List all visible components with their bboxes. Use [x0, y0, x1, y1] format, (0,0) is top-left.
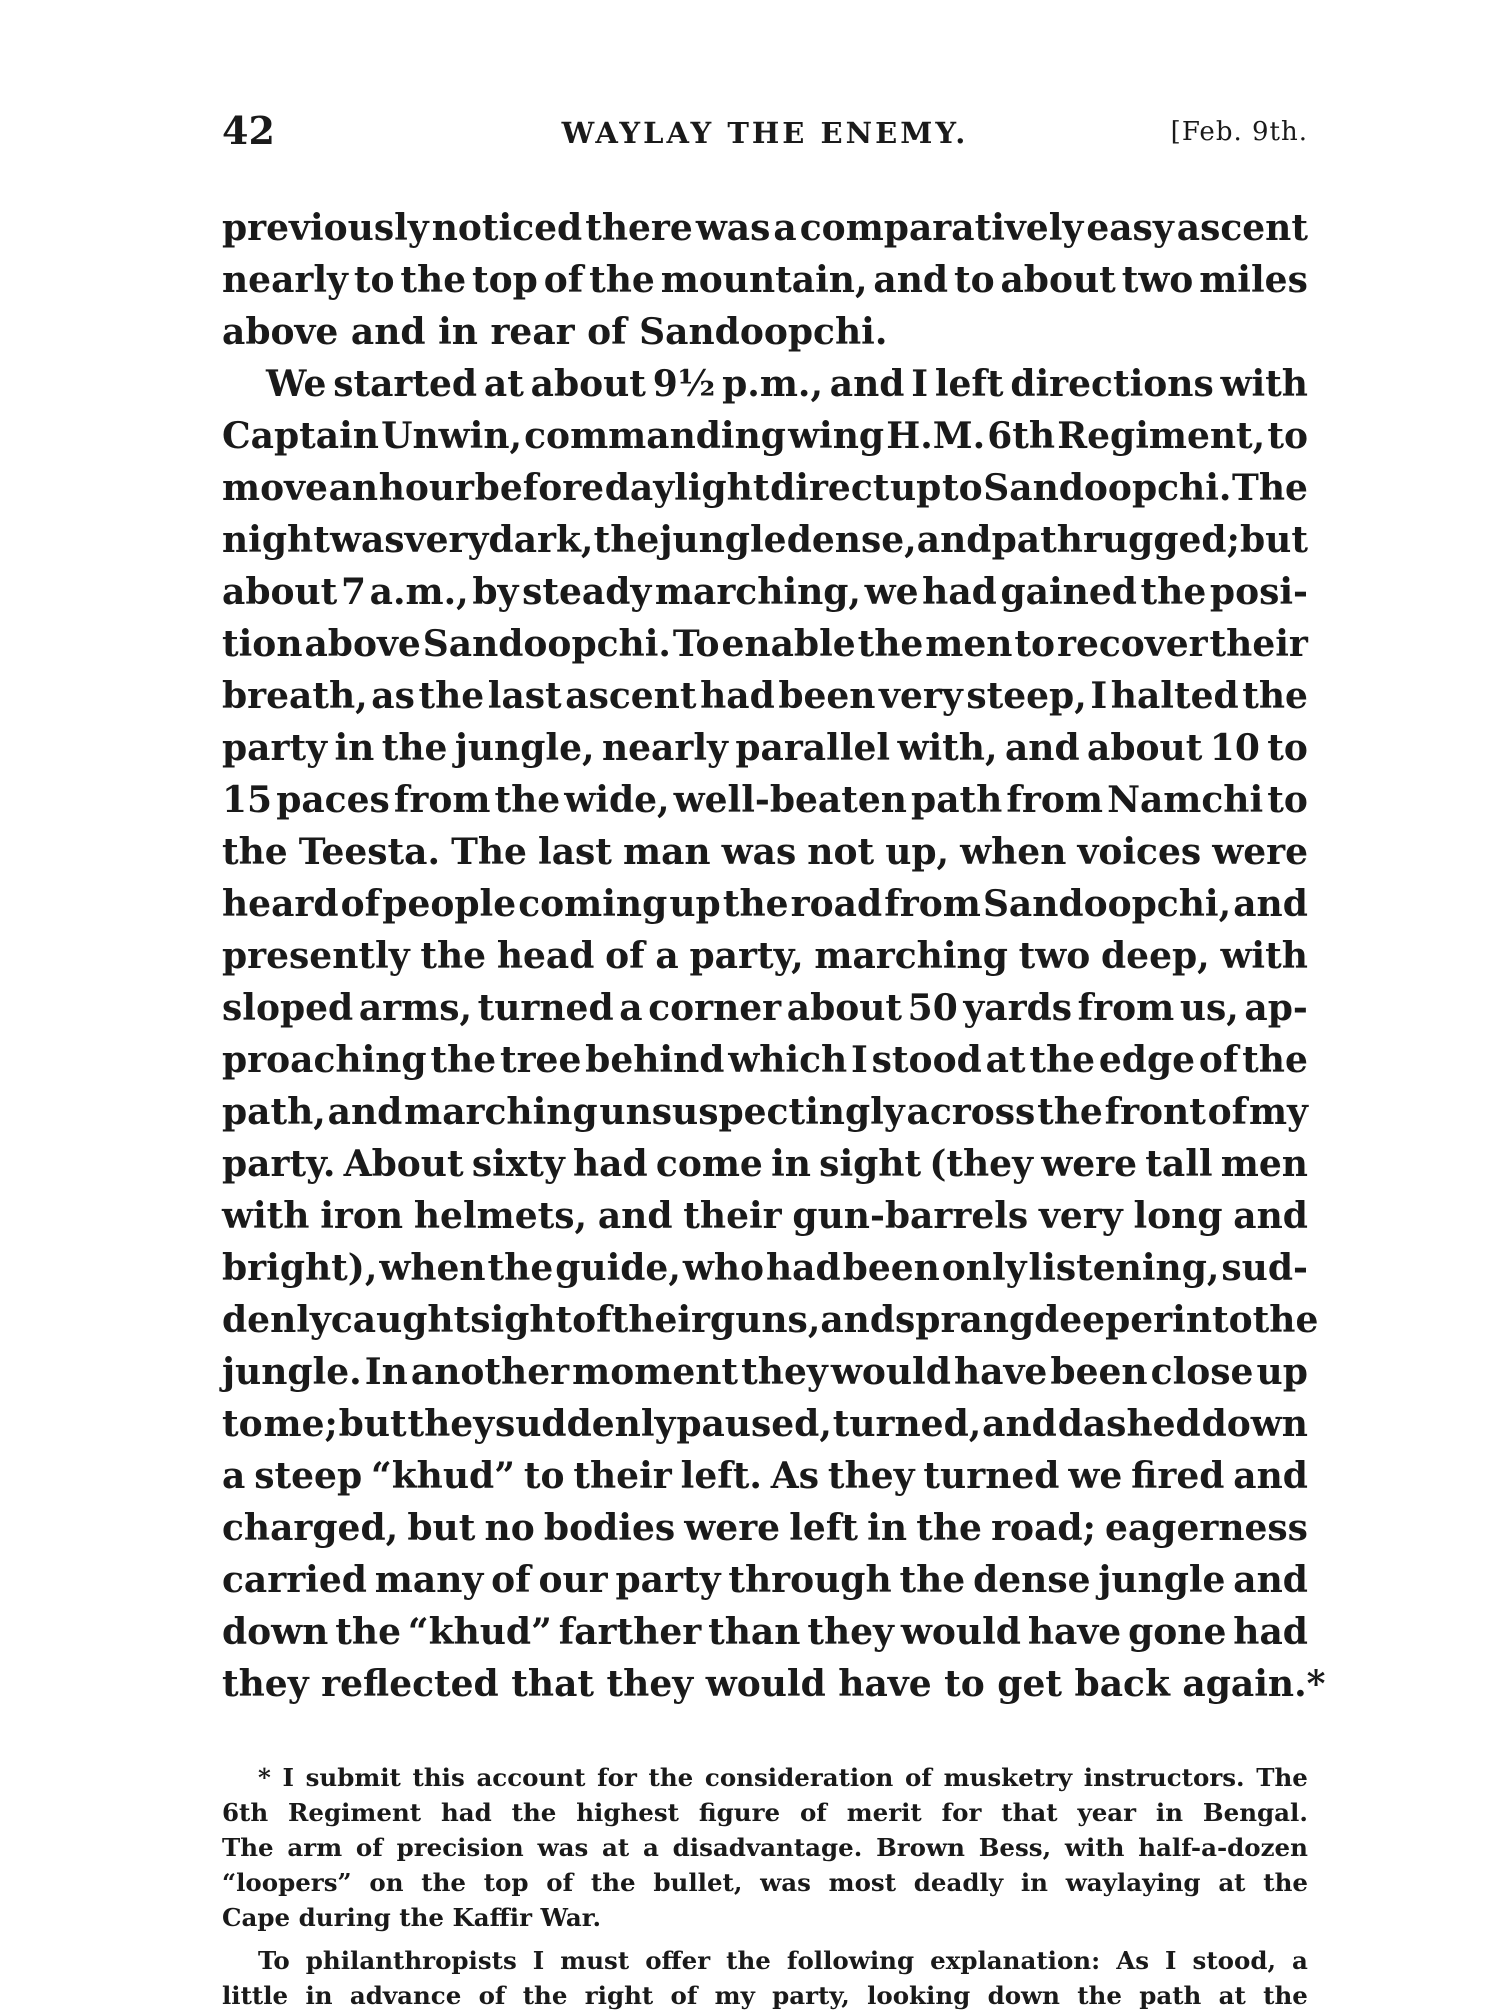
running-title: WAYLAY THE ENEMY. — [561, 116, 969, 150]
text-line: move an hour before daylight direct up to Sandoopchi. The — [222, 467, 1308, 509]
footnote-paragraph — [222, 1943, 1308, 2013]
paragraph — [222, 202, 1308, 358]
footnote-line: The arm of precision was at a disadvantage. Brown Bess, with half-a-dozen — [222, 1833, 1308, 1862]
text-line: charged, but no bodies were left in the road; eagerness — [222, 1507, 1308, 1549]
footnote-line: little in advance of the right of my party, looking down the path at the — [222, 1981, 1308, 2010]
page-number: 42 — [222, 108, 275, 153]
text-line: the Teesta. The last man was not up, when voices were — [222, 831, 1308, 873]
running-date: [Feb. 9th. — [1170, 117, 1308, 147]
text-line: about 7 a.m., by steady marching, we had gained the posi- — [222, 571, 1308, 613]
text-line: night was very dark, the jungle dense, and path rugged; but — [222, 519, 1308, 561]
footnote-line: To philanthropists I must offer the following explanation: As I stood, a — [258, 1946, 1308, 1975]
text-line: tion above Sandoopchi. To enable the men to recover their — [222, 623, 1308, 665]
text-line: with iron helmets, and their gun-barrels very long and — [222, 1195, 1308, 1237]
text-line: jungle. In another moment they would have been close up — [222, 1351, 1308, 1393]
text-line: they reflected that they would have to get back again.* — [222, 1663, 1326, 1705]
running-head — [222, 100, 1308, 160]
text-line: presently the head of a party, marching two deep, with — [222, 935, 1308, 977]
footnote-line: “loopers” on the top of the bullet, was most deadly in waylaying at the — [222, 1868, 1308, 1897]
text-line: carried many of our party through the dense jungle and — [222, 1559, 1308, 1601]
text-line: proaching the tree behind which I stood at the edge of the — [222, 1039, 1308, 1081]
text-line: party in the jungle, nearly parallel with, and about 10 to — [222, 727, 1308, 769]
footnote-line: * I submit this account for the consideration of musketry instructors. The — [258, 1763, 1308, 1792]
text-line: heard of people coming up the road from Sandoopchi, and — [222, 883, 1308, 925]
text-line: 15 paces from the wide, well-beaten path from Namchi to — [222, 779, 1308, 821]
body-text — [222, 202, 1326, 1710]
text-line: sloped arms, turned a corner about 50 yards from us, ap- — [222, 987, 1308, 1029]
footnote-paragraph — [222, 1760, 1308, 1935]
book-page — [222, 100, 1326, 2013]
text-line: We started at about 9½ p.m., and I left directions with — [266, 363, 1308, 405]
text-line: bright), when the guide, who had been only listening, sud- — [222, 1247, 1308, 1289]
text-line: previously noticed there was a comparatively easy ascent — [222, 207, 1308, 249]
text-line: breath, as the last ascent had been very steep, I halted the — [222, 675, 1308, 717]
paragraph — [222, 358, 1326, 1710]
footnotes — [222, 1760, 1308, 2013]
text-line: Captain Unwin, commanding wing H.M. 6th Regiment, to — [222, 415, 1308, 457]
text-line: denly caught sight of their guns, and sprang deeper into the — [222, 1299, 1319, 1341]
text-line: nearly to the top of the mountain, and to about two miles — [222, 259, 1308, 301]
text-line: down the “khud” farther than they would have gone had — [222, 1611, 1308, 1653]
text-line: path, and marching unsuspectingly across the front of my — [222, 1091, 1308, 1133]
footnote-line: Cape during the Kaffir War. — [222, 1903, 601, 1932]
footnote-line: 6th Regiment had the highest figure of merit for that year in Bengal. — [222, 1798, 1308, 1827]
text-line: above and in rear of Sandoopchi. — [222, 311, 888, 353]
text-line: a steep “khud” to their left. As they turned we fired and — [222, 1455, 1308, 1497]
text-line: to me; but they suddenly paused, turned, and dashed down — [222, 1403, 1308, 1445]
text-line: party. About sixty had come in sight (they were tall men — [222, 1143, 1308, 1185]
